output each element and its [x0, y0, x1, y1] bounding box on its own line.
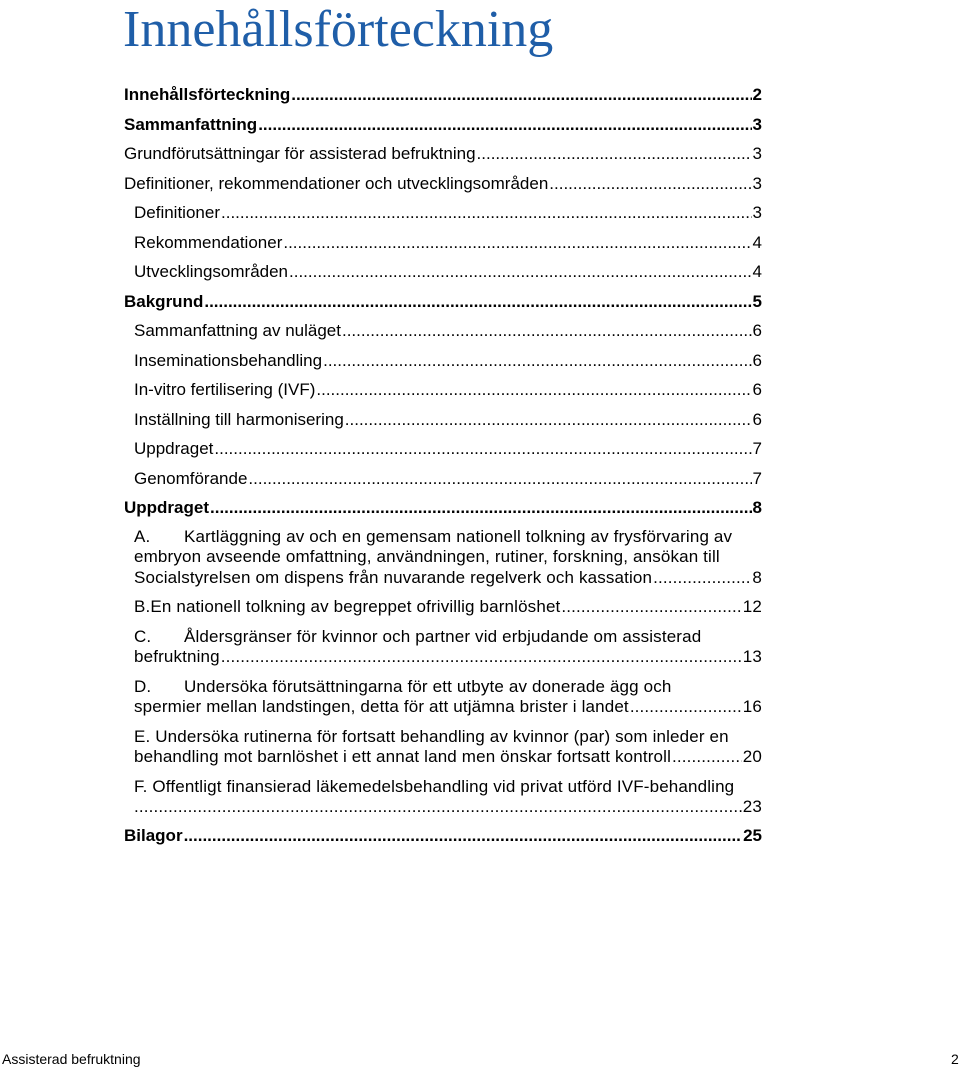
toc-page-number: 4	[752, 262, 762, 281]
toc-page-number: 3	[752, 114, 762, 134]
toc-page-number: 4	[752, 232, 762, 252]
dot-leader	[630, 697, 742, 718]
toc-entry[interactable]	[124, 497, 762, 527]
toc-entry-label: Sammanfattning	[124, 114, 258, 134]
toc-entry-label: Innehållsförteckning	[124, 85, 291, 104]
toc-page-number: 8	[752, 498, 762, 517]
toc-entry[interactable]	[124, 409, 762, 439]
toc-entry[interactable]	[124, 261, 762, 291]
toc-entry[interactable]	[124, 143, 762, 173]
footer-document-title: Assisterad befruktning	[2, 1051, 141, 1067]
toc-page-number: 3	[752, 173, 762, 193]
toc-entry-label: Rekommendationer	[134, 232, 283, 252]
dot-leader	[283, 232, 751, 254]
dot-leader	[672, 747, 742, 768]
toc-page-number: 2	[752, 85, 762, 104]
toc-page-number[interactable]: 12	[742, 597, 762, 616]
toc-page-number[interactable]: 8	[752, 567, 762, 587]
toc-entry[interactable]	[124, 468, 762, 498]
toc-page-number[interactable]: 16	[742, 697, 762, 716]
toc-entry[interactable]	[124, 173, 762, 203]
assignment-marker: F.	[134, 776, 148, 796]
dot-leader	[345, 409, 752, 431]
toc-entry-label: Definitioner	[134, 203, 220, 222]
toc-entry-label: Definitioner, rekommendationer och utvecklingsområden	[124, 173, 549, 193]
toc-entry-label: Utvecklingsområden	[134, 262, 289, 281]
toc-entry[interactable]	[124, 350, 762, 380]
assignment-marker: A.	[134, 526, 151, 546]
dot-leader	[291, 84, 751, 106]
toc-entry[interactable]	[124, 84, 762, 114]
dot-leader	[134, 797, 742, 818]
page-title: Innehållsförteckning	[123, 1, 554, 58]
dot-leader	[210, 497, 752, 519]
assignment-marker: D.	[134, 676, 152, 696]
dot-leader	[248, 468, 751, 490]
toc-page-number: 6	[752, 380, 762, 399]
assignment-f	[124, 777, 762, 818]
toc-page-number: 3	[752, 203, 762, 222]
dot-leader	[477, 143, 752, 165]
toc-entry-bilagor[interactable]	[124, 825, 762, 855]
toc-entry-label: Inställning till harmonisering	[134, 409, 344, 429]
toc-entry[interactable]	[124, 291, 762, 321]
toc-entry-label: Sammanfattning av nuläget	[134, 321, 341, 340]
toc-page-number: 6	[752, 321, 762, 340]
dot-leader	[184, 825, 743, 847]
toc-entry-label: Grundförutsättningar för assisterad befruktning	[124, 144, 476, 163]
dot-leader	[316, 379, 751, 401]
toc-page-number: 25	[743, 825, 762, 845]
dot-leader	[204, 291, 751, 313]
toc-entries	[124, 84, 762, 527]
assignment-text: spermier mellan landstingen, detta för att utjämna brister i landet	[134, 697, 629, 716]
assignment-b	[124, 597, 762, 618]
assignment-e	[124, 727, 762, 768]
assignment-text: behandling mot barnlöshet i ett annat land men önskar fortsatt kontroll	[134, 747, 672, 766]
dot-leader	[342, 320, 752, 342]
assignment-text: Undersöka rutinerna för fortsatt behandling av kvinnor (par) som inleder en	[155, 726, 729, 746]
toc-page-number: 7	[752, 468, 762, 488]
dot-leader	[214, 438, 751, 460]
assignment-text: Socialstyrelsen om dispens från nuvarande regelverk och kassation	[134, 567, 653, 587]
toc-page-number[interactable]: 23	[742, 797, 762, 816]
assignment-text: embryon avseende omfattning, användningen, rutiner, forskning, ansökan till	[134, 547, 720, 566]
toc-entry-label: Uppdraget	[134, 439, 214, 458]
assignment-text: Offentligt finansierad läkemedelsbehandling vid privat utförd IVF-behandling	[152, 776, 735, 796]
toc-page-number: 6	[752, 409, 762, 429]
toc-page-number: 6	[752, 350, 762, 370]
toc-page-number[interactable]: 13	[742, 647, 762, 666]
toc-entry[interactable]	[124, 438, 762, 468]
toc-entry-label: Genomförande	[134, 468, 248, 488]
toc-entry-label: Bilagor	[124, 825, 183, 845]
table-of-contents	[124, 84, 762, 854]
dot-leader	[653, 568, 751, 589]
assignment-marker: E.	[134, 726, 151, 746]
assignment-text: befruktning	[134, 647, 220, 666]
dot-leader	[258, 114, 751, 136]
toc-entry[interactable]	[124, 202, 762, 232]
assignment-marker: B.	[134, 597, 151, 616]
toc-entry-label: In-vitro fertilisering (IVF)	[134, 380, 316, 399]
toc-entry[interactable]	[124, 379, 762, 409]
assignment-a	[124, 527, 762, 589]
dot-leader	[561, 597, 741, 618]
assignment-text: Undersöka förutsättningarna för ett utbyte av donerade ägg och	[184, 676, 672, 696]
dot-leader	[289, 261, 752, 283]
assignment-text: Åldersgränser för kvinnor och partner vid erbjudande om assisterad	[184, 626, 702, 646]
assignment-text: En nationell tolkning av begreppet ofrivillig barnlöshet	[150, 597, 561, 616]
toc-entry-label: Bakgrund	[124, 291, 204, 311]
toc-entry-label: Inseminationsbehandling	[134, 350, 323, 370]
toc-page-number: 7	[752, 439, 762, 458]
dot-leader	[549, 173, 751, 195]
footer-page-number: 2	[951, 1051, 959, 1067]
toc-page-number: 3	[752, 144, 762, 163]
toc-entry-label: Uppdraget	[124, 498, 209, 517]
assignment-c	[124, 627, 762, 668]
toc-page-number[interactable]: 20	[742, 747, 762, 766]
toc-entry[interactable]	[124, 320, 762, 350]
assignment-d	[124, 677, 762, 718]
dot-leader	[323, 350, 751, 372]
toc-entry[interactable]	[124, 114, 762, 144]
dot-leader	[221, 202, 752, 224]
toc-page-number: 5	[752, 291, 762, 311]
toc-entry[interactable]	[124, 232, 762, 262]
assignment-marker: C.	[134, 626, 152, 646]
assignment-text: Kartläggning av och en gemensam nationell tolkning av frysförvaring av	[184, 526, 733, 546]
dot-leader	[221, 647, 742, 668]
